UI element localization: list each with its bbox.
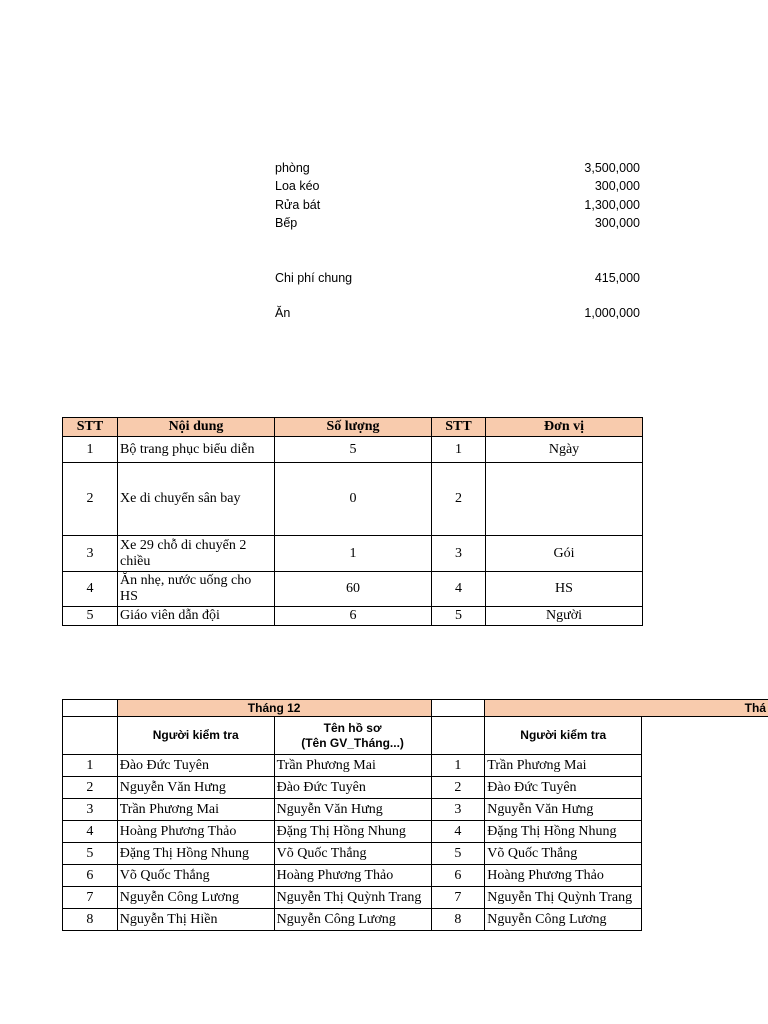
row-stt: 4 xyxy=(63,572,118,607)
row-checker: Đặng Thị Hồng Nhung xyxy=(117,843,274,865)
row-file-name: Võ Quốc Thắng xyxy=(274,843,431,865)
row-stt-2: 5 xyxy=(432,607,486,626)
row-number: 8 xyxy=(63,909,118,931)
row-number: 5 xyxy=(63,843,118,865)
row-checker: Nguyễn Văn Hưng xyxy=(117,777,274,799)
row-checker: Trần Phương Mai xyxy=(117,799,274,821)
table-row xyxy=(63,572,643,607)
cost-value: 1,000,000 xyxy=(584,306,640,320)
checks-table-wrap xyxy=(62,699,768,931)
header-quantity: Số lượng xyxy=(275,418,432,437)
header-content: Nội dung xyxy=(118,418,275,437)
blank-cell xyxy=(63,700,118,717)
row-stt-2: 4 xyxy=(432,572,486,607)
table-row xyxy=(63,843,768,865)
row-quantity: 0 xyxy=(275,463,432,536)
row-unit: Gói xyxy=(486,536,643,572)
row-stt: 1 xyxy=(63,437,118,463)
row-file-name: Nguyễn Thị Quỳnh Trang xyxy=(274,887,431,909)
cost-label: Rửa bát xyxy=(275,198,321,212)
row-content: Xe 29 chỗ di chuyển 2 chiều xyxy=(118,536,275,572)
table-row xyxy=(63,777,768,799)
row-number-2: 6 xyxy=(431,865,485,887)
row-number-2: 1 xyxy=(431,755,485,777)
cost-label: Loa kéo xyxy=(275,179,320,193)
row-file-name: Nguyễn Văn Hưng xyxy=(274,799,431,821)
row-quantity: 1 xyxy=(275,536,432,572)
blank-cell xyxy=(642,843,768,865)
header-stt-2: STT xyxy=(432,418,486,437)
blank-cell xyxy=(642,717,768,755)
subheader-file-name xyxy=(274,717,431,755)
row-number-2: 8 xyxy=(431,909,485,931)
checks-table xyxy=(62,699,768,931)
table-row xyxy=(63,536,643,572)
row-number: 6 xyxy=(63,865,118,887)
cost-value: 415,000 xyxy=(594,271,640,285)
row-number-2: 4 xyxy=(431,821,485,843)
row-number: 7 xyxy=(63,887,118,909)
blank-cell xyxy=(431,700,485,717)
row-number: 3 xyxy=(63,799,118,821)
cost-label: Bếp xyxy=(275,216,298,230)
items-table xyxy=(62,417,643,626)
row-checker: Hoàng Phương Thảo xyxy=(117,821,274,843)
table-row xyxy=(63,437,643,463)
row-quantity: 5 xyxy=(275,437,432,463)
row-stt: 5 xyxy=(63,607,118,626)
row-file-name: Đào Đức Tuyên xyxy=(274,777,431,799)
row-checker-2: Nguyễn Văn Hưng xyxy=(485,799,642,821)
month-label: Tháng 12 xyxy=(117,700,431,717)
cost-value: 1,300,000 xyxy=(584,198,640,212)
blank-cell xyxy=(642,887,768,909)
table-row xyxy=(63,887,768,909)
blank-cell xyxy=(642,909,768,931)
blank-cell xyxy=(431,717,485,755)
blank-cell xyxy=(642,755,768,777)
row-stt-2: 2 xyxy=(432,463,486,536)
row-content: Bộ trang phục biểu diễn xyxy=(118,437,275,463)
row-checker: Võ Quốc Thắng xyxy=(117,865,274,887)
blank-cell xyxy=(642,821,768,843)
table-row xyxy=(63,607,643,626)
cost-row xyxy=(275,306,640,324)
blank-cell xyxy=(642,799,768,821)
cost-label: phòng xyxy=(275,161,310,175)
table-row xyxy=(63,865,768,887)
row-stt: 3 xyxy=(63,536,118,572)
row-quantity: 6 xyxy=(275,607,432,626)
items-header-row xyxy=(63,418,643,437)
row-quantity: 60 xyxy=(275,572,432,607)
row-number-2: 5 xyxy=(431,843,485,865)
row-unit: HS xyxy=(486,572,643,607)
row-number-2: 2 xyxy=(431,777,485,799)
table-row xyxy=(63,463,643,536)
row-unit: Ngày xyxy=(486,437,643,463)
row-checker-2: Hoàng Phương Thảo xyxy=(485,865,642,887)
row-checker: Nguyễn Thị Hiền xyxy=(117,909,274,931)
blank-cell xyxy=(642,865,768,887)
row-file-name: Nguyễn Công Lương xyxy=(274,909,431,931)
row-unit xyxy=(486,463,643,536)
row-number: 1 xyxy=(63,755,118,777)
cost-row xyxy=(275,179,640,197)
row-stt-2: 1 xyxy=(432,437,486,463)
row-number-2: 7 xyxy=(431,887,485,909)
month-label-2: Thá xyxy=(485,700,768,717)
row-checker: Đào Đức Tuyên xyxy=(117,755,274,777)
row-file-name: Đặng Thị Hồng Nhung xyxy=(274,821,431,843)
row-number: 4 xyxy=(63,821,118,843)
subheader-checker: Người kiểm tra xyxy=(117,717,274,755)
blank-cell xyxy=(63,717,118,755)
row-number-2: 3 xyxy=(431,799,485,821)
row-content: Xe di chuyển sân bay xyxy=(118,463,275,536)
subheader-row xyxy=(63,717,768,755)
table-row xyxy=(63,909,768,931)
cost-label: Ăn xyxy=(275,306,291,320)
cost-row xyxy=(275,198,640,216)
row-unit: Người xyxy=(486,607,643,626)
row-content: Ăn nhẹ, nước uống cho HS xyxy=(118,572,275,607)
blank-cell xyxy=(642,777,768,799)
header-unit: Đơn vị xyxy=(486,418,643,437)
cost-label: Chi phí chung xyxy=(275,271,353,285)
cost-row xyxy=(275,271,640,289)
row-checker-2: Đào Đức Tuyên xyxy=(485,777,642,799)
header-stt: STT xyxy=(63,418,118,437)
row-checker-2: Nguyễn Công Lương xyxy=(485,909,642,931)
row-stt: 2 xyxy=(63,463,118,536)
table-row xyxy=(63,755,768,777)
table-row xyxy=(63,799,768,821)
cost-value: 3,500,000 xyxy=(584,161,640,175)
subheader-checker-2: Người kiểm tra xyxy=(485,717,642,755)
row-file-name: Hoàng Phương Thảo xyxy=(274,865,431,887)
row-checker-2: Trần Phương Mai xyxy=(485,755,642,777)
row-number: 2 xyxy=(63,777,118,799)
cost-row xyxy=(275,216,640,234)
subheader-file-line-2: (Tên GV_Tháng...) xyxy=(301,735,404,750)
cost-value: 300,000 xyxy=(594,216,640,230)
row-checker: Nguyễn Công Lương xyxy=(117,887,274,909)
row-stt-2: 3 xyxy=(432,536,486,572)
month-row xyxy=(63,700,768,717)
cost-value: 300,000 xyxy=(594,179,640,193)
subheader-file-line-1: Tên hồ sơ xyxy=(323,720,382,735)
table-row xyxy=(63,821,768,843)
row-checker-2: Võ Quốc Thắng xyxy=(485,843,642,865)
row-checker-2: Nguyễn Thị Quỳnh Trang xyxy=(485,887,642,909)
cost-row xyxy=(275,161,640,179)
row-file-name: Trần Phương Mai xyxy=(274,755,431,777)
row-checker-2: Đặng Thị Hồng Nhung xyxy=(485,821,642,843)
row-content: Giáo viên dẫn đội xyxy=(118,607,275,626)
